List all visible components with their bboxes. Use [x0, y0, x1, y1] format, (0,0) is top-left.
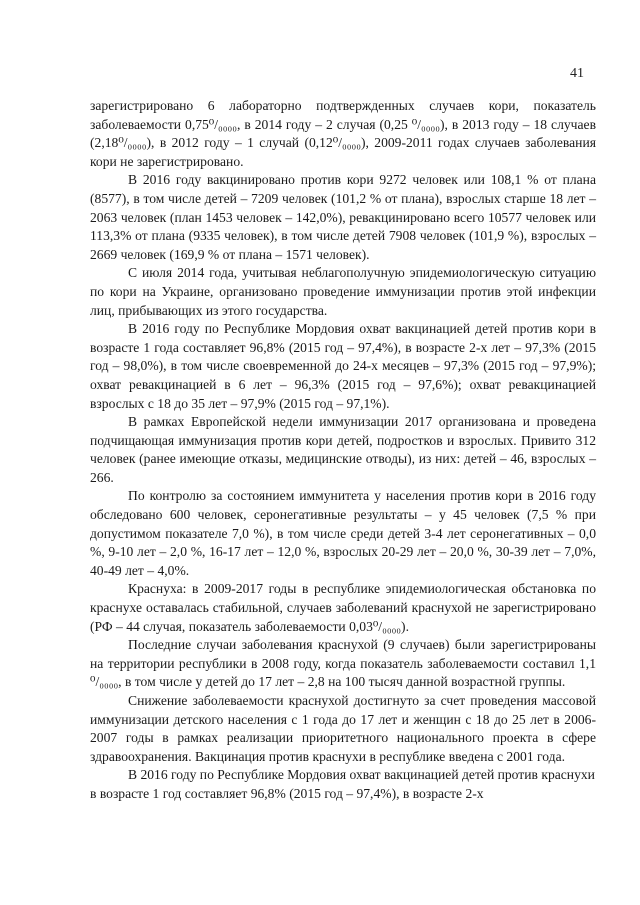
paragraph-rubella-situation: Краснуха: в 2009-2017 годы в республике эпидемиологическая обстановка по краснухе оставалась стабильной, случаев заболеваний краснухой не зарегистрировано (РФ – 44 случая, показатель заболеваемости 0,03⁰/₀₀₀₀).: [90, 581, 596, 634]
document-body: [90, 97, 596, 804]
paragraph-ukraine-immunization: С июля 2014 года, учитывая неблагополучную эпидемиологическую ситуацию по кори на Украине, организовано проведение иммунизации против этой инфекции лиц, прибывающих из этого государства.: [90, 265, 596, 318]
paragraph-rubella-coverage: В 2016 году по Республике Мордовия охват вакцинацией детей против краснухи в возрасте 1 год составляет 96,8% (2015 год – 97,4%), в возрасте 2-х: [90, 767, 595, 801]
paragraph-measles-coverage: В 2016 году по Республике Мордовия охват вакцинацией детей против кори в возрасте 1 года составляет 96,8% (2015 год – 97,4%), в возрасте 2-х лет – 97,3% (2015 год – 98,0%), в том числе своевременной до 24-х месяцев – 97,3% (2015 год – 97,9%); охват ревакцинацией в 6 лет – 96,3% (2015 год – 97,6%); охват ревакцинацией взрослых с 18 до 35 лет – 97,9% (2015 год – 97,1%).: [90, 321, 596, 411]
paragraph-rubella-last-cases: Последние случаи заболевания краснухой (9 случаев) были зарегистрированы на территории республики в 2008 году, когда показатель заболеваемости составил 1,1 ⁰/₀₀₀₀, в том числе у детей до 17 лет – 2,8 на 100 тысяч данной возрастной группы.: [90, 637, 596, 690]
paragraph-immunization-week: В рамках Европейской недели иммунизации 2017 организована и проведена подчищающая иммунизация против кори детей, подростков и взрослых. Привито 312 человек (ранее имеющие отказы, медицинские отводы), из них: детей – 46, взрослых – 266.: [90, 414, 596, 485]
paragraph-measles-vaccination: В 2016 году вакцинировано против кори 9272 человек или 108,1 % от плана (8577), в том числе детей – 7209 человек (101,2 % от плана), взрослых старше 18 лет – 2063 человек (план 1453 человек – 142,0%), ревакцинировано всего 10577 человек или 113,3% от плана (9335 человек), в том числе детей 7908 человек (101,9 %), взрослых – 2669 человек (169,9 % от плана – 1571 человек).: [90, 172, 596, 262]
paragraph-immunity-control: По контролю за состоянием иммунитета у населения против кори в 2016 году обследовано 600 человек, серонегативные результаты – у 45 человек (7,5 % при допустимом показателе 7,0 %), в том числе среди детей 3-4 лет серонегативных – 0,0 %, 9-10 лет – 2,0 %, 16-17 лет – 12,0 %, взрослых 20-29 лет – 20,0 %, 30-39 лет – 7,0%, 40-49 лет – 4,0%.: [90, 488, 596, 578]
paragraph-measles-cases: зарегистрировано 6 лабораторно подтвержденных случаев кори, показатель заболеваемости 0,75⁰/₀₀₀₀, в 2014 году – 2 случая (0,25 ⁰/₀₀₀₀), в 2013 году – 18 случаев (2,18⁰/₀₀₀₀), в 2012 году – 1 случай (0,12⁰/₀₀₀₀), 2009-2011 годах случаев заболевания кори не зарегистрировано.: [90, 98, 596, 169]
paragraph-rubella-reduction: Снижение заболеваемости краснухой достигнуто за счет проведения массовой иммунизации детского населения с 1 года до 17 лет и женщин с 18 до 25 лет в 2006-2007 годы в рамках реализации приоритетного национального проекта в сфере здравоохранения. Вакцинация против краснухи в республике введена с 2001 года.: [90, 693, 596, 764]
page-number: 41: [570, 66, 584, 81]
